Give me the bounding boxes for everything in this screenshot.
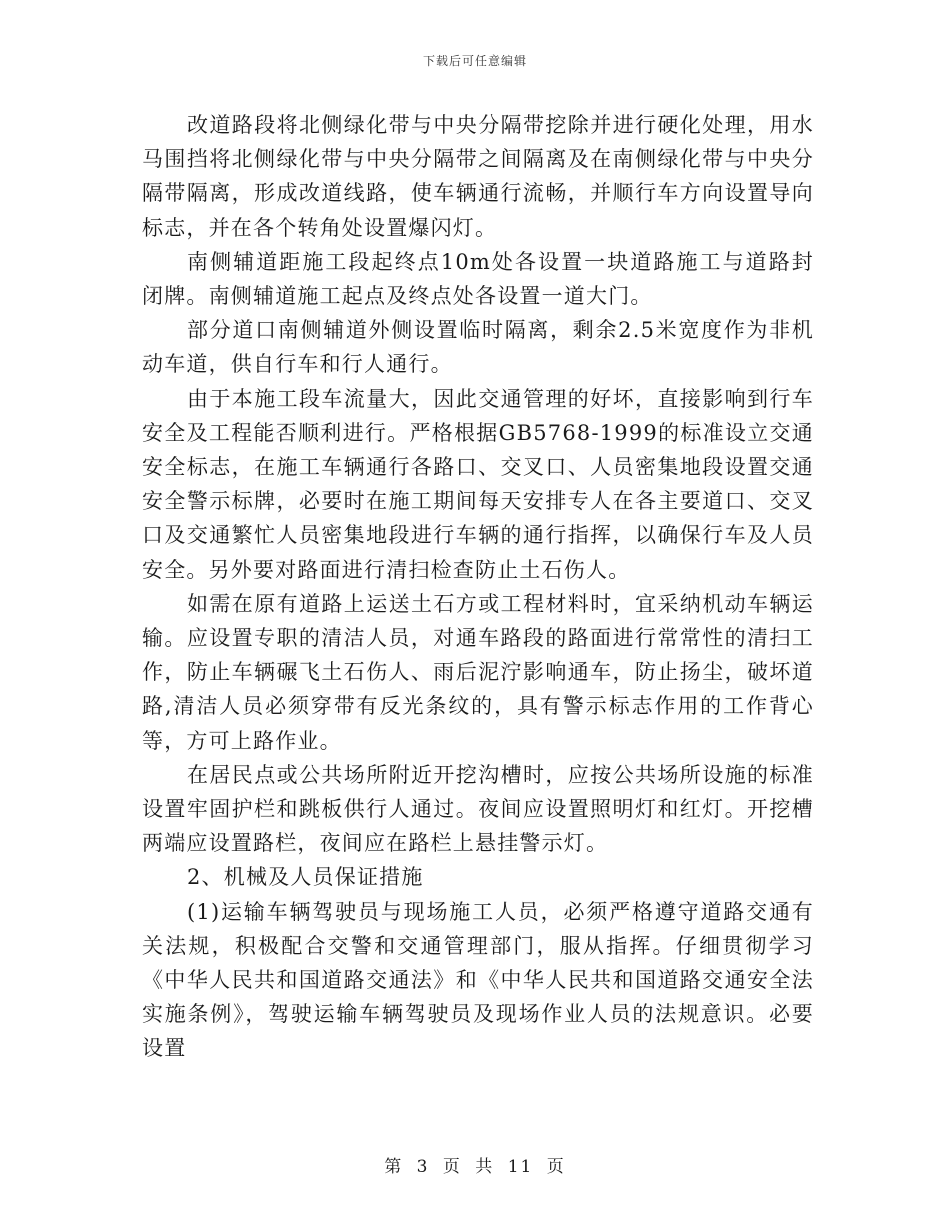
paragraph: 改道路段将北侧绿化带与中央分隔带挖除并进行硬化处理，用水马围挡将北侧绿化带与中央分隔带之间隔离及在南侧绿化带与中央分隔带隔离，形成改道线路，使车辆通行流畅，并顺行车方向设置导向标志，并在各个转角处设置爆闪灯。	[142, 113, 814, 240]
paragraph: 如需在原有道路上运送土石方或工程材料时，宜采纳机动车辆运输。应设置专职的清洁人员，对通车路段的路面进行常常性的清扫工作，防止车辆碾飞土石伤人、雨后泥泞影响通车，防止扬尘，破坏道路,清洁人员必须穿带有反光条纹的，具有警示标志作用的工作背心等，方可上路作业。	[142, 591, 814, 753]
section-heading: 2、机械及人员保证措施	[187, 865, 424, 890]
page-number-footer: 第 3 页 共 11 页	[384, 1157, 566, 1177]
document-body	[142, 108, 814, 1066]
page-header: 下载后可任意编辑	[422, 54, 527, 68]
paragraph: (1)运输车辆驾驶员与现场施工人员，必须严格遵守道路交通有关法规，积极配合交警和交通管理部门，服从指挥。仔细贯彻学习《中华人民共和国道路交通法》和《中华人民共和国道路交通安全法实施条例》，驾驶运输车辆驾驶员及现场作业人员的法规意识。必要设置	[142, 899, 814, 1061]
paragraph: 部分道口南侧辅道外侧设置临时隔离，剩余2.5米宽度作为非机动车道，供自行车和行人通行。	[142, 318, 814, 377]
paragraph: 由于本施工段车流量大，因此交通管理的好坏，直接影响到行车安全及工程能否顺利进行。严格根据GB5768-1999的标准设立交通安全标志，在施工车辆通行各路口、交叉口、人员密集地段设置交通安全警示标牌，必要时在施工期间每天安排专人在各主要道口、交叉口及交通繁忙人员密集地段进行车辆的通行指挥，以确保行车及人员安全。另外要对路面进行清扫检查防止土石伤人。	[142, 386, 814, 582]
paragraph: 南侧辅道距施工段起终点10m处各设置一块道路施工与道路封闭牌。南侧辅道施工起点及终点处各设置一道大门。	[142, 249, 814, 309]
paragraph: 在居民点或公共场所附近开挖沟槽时，应按公共场所设施的标准设置牢固护栏和跳板供行人通过。夜间应设置照明灯和红灯。开挖槽两端应设置路栏，夜间应在路栏上悬挂警示灯。	[142, 762, 814, 856]
